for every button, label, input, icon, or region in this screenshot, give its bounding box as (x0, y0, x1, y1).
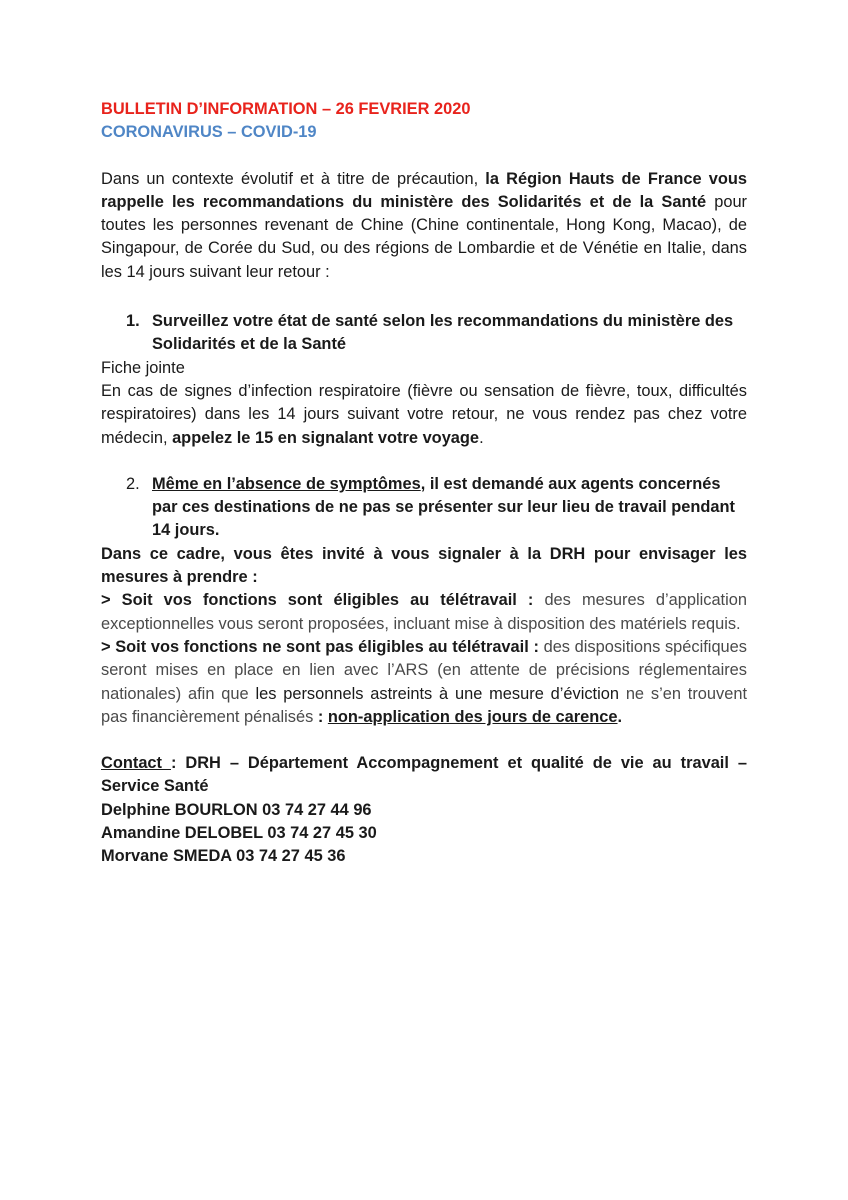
list-item-1-heading (101, 310, 747, 357)
contact-person-3: Morvane SMEDA 03 74 27 45 36 (101, 847, 346, 866)
item1-paragraph (101, 380, 747, 450)
contact-colon: : (170, 754, 186, 773)
intro-rest-text: pour toutes les personnes revenant de Chine (Chine continentale, Hong Kong, Macao), de Singapour, de Corée du Sud, ou des régions de Lombardie et de Vénétie en Italie, dans les 14 jours suivant leur retour : (101, 192, 748, 281)
item1-period: . (479, 428, 484, 447)
bulletin-title: BULLETIN D’INFORMATION – 26 FEVRIER 2020 (101, 100, 471, 118)
contact-person-1: Delphine BOURLON 03 74 27 44 96 (101, 800, 372, 819)
case1-text: des mesures d’application exceptionnelles vous seront proposées, incluant mise à disposition des matériels requis. (101, 591, 747, 633)
contact-person-2: Amandine DELOBEL 03 74 27 45 30 (101, 824, 377, 843)
bulletin-subtitle: CORONAVIRUS – COVID-19 (101, 123, 317, 142)
list-number-1: 1. (126, 312, 140, 331)
case1-bold: > Soit vos fonctions sont éligibles au télétravail : (101, 591, 534, 610)
contact-department: DRH – Département Accompagnement et qualité de vie au travail – Service Santé (101, 754, 747, 796)
attachment-note: Fiche jointe (101, 358, 185, 377)
spacer (101, 145, 747, 168)
case2-bold: > Soit vos fonctions ne sont pas éligibles au télétravail : (101, 637, 539, 656)
list-item-2-heading (101, 473, 747, 543)
intro-bold-text: la Région Hauts de France vous rappelle les recommandations du ministère des Solidarités et de la Santé (101, 169, 747, 211)
intro-text: Dans un contexte évolutif et à titre de précaution, (101, 169, 486, 188)
contact-label: Contact (101, 754, 171, 773)
spacer (101, 729, 747, 752)
case1-paragraph (101, 589, 747, 636)
case2-bold-underlined: non-application des jours de carence (327, 707, 618, 726)
frame-paragraph: Dans ce cadre, vous êtes invité à vous signaler à la DRH pour envisager les mesures à prendre : (101, 544, 747, 587)
list-item-2-heading-text: , il est demandé aux agents concernés par ces destinations de ne pas se présenter sur leur lieu de travail pendant 14 jours. (152, 474, 735, 540)
list-number-2: 2. (126, 474, 140, 493)
list-item-1-heading-text: Surveillez votre état de santé selon les recommandations du ministère des Solidarités et de la Santé (152, 312, 734, 354)
case2-colon: : (313, 707, 328, 726)
intro-paragraph (101, 168, 747, 284)
contact-block (101, 752, 747, 799)
item1-bold-text: appelez le 15 en signalant votre voyage (172, 428, 480, 447)
item1-text: En cas de signes d’infection respiratoire (fièvre ou sensation de fièvre, toux, difficultés respiratoires) dans les 14 jours suivant votre retour, ne vous rendez pas chez votre médecin, (101, 381, 747, 447)
case2-text: des dispositions spécifiques seront mises en place en lien avec l’ARS (en attente de précisions réglementaires nationales) afin que (101, 637, 747, 703)
case2-text-dark: les personnels astreints à une mesure d’éviction (255, 684, 619, 703)
spacer (101, 284, 747, 310)
case2-period: . (617, 707, 623, 726)
list-item-2-underlined: Même en l’absence de symptômes (152, 474, 421, 493)
case2-text-end: ne s’en trouvent pas financièrement pénalisés (101, 684, 748, 726)
document-content (101, 98, 747, 869)
spacer (101, 450, 747, 473)
case2-paragraph (101, 636, 747, 729)
